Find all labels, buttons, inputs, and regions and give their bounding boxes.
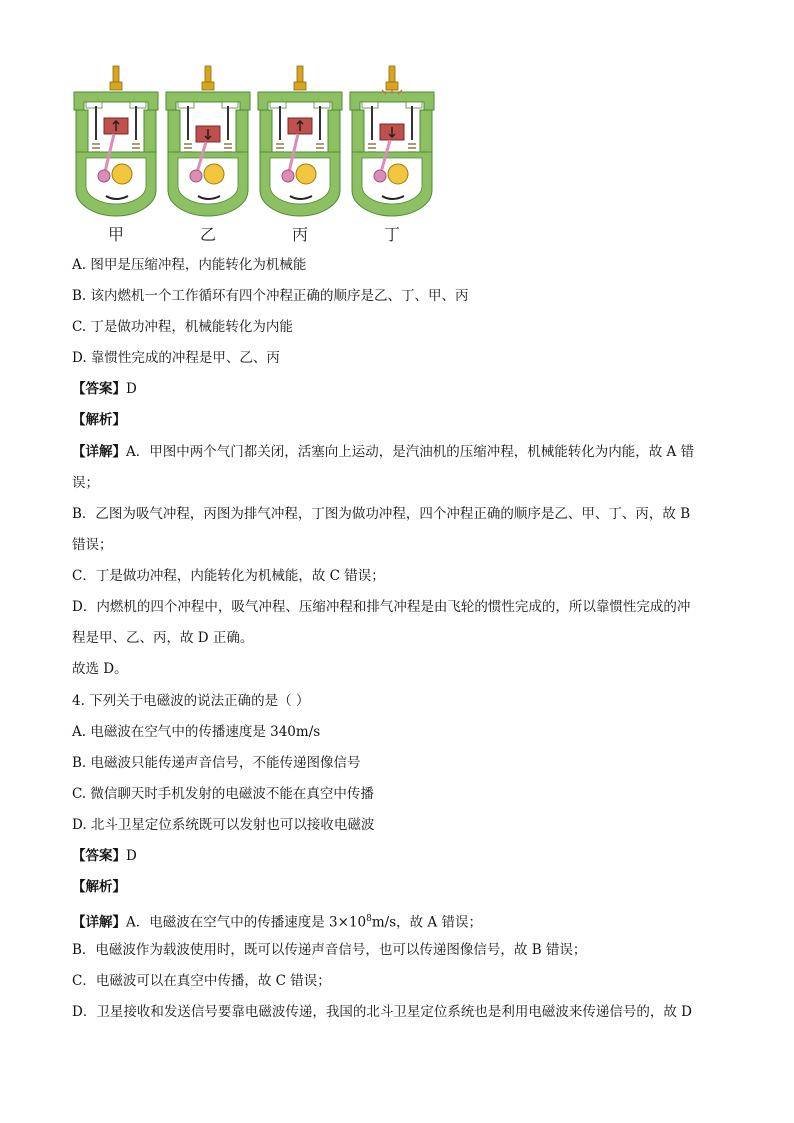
engine-label-jia: 甲 xyxy=(107,225,124,244)
q3-detail-a-line2: 误； xyxy=(72,475,99,491)
q3-detail-c: C．丁是做功冲程，内能转化为机械能，故 C 错误； xyxy=(72,568,385,584)
crank-pin-ding xyxy=(374,170,386,182)
cylinder-wall-right-yi xyxy=(236,110,248,152)
cylinder-wall-right-jia xyxy=(144,110,156,152)
q4-detail-tag: 【详解】 xyxy=(72,914,126,931)
spark-plug-jia xyxy=(113,66,119,84)
valve-spring-left-ding xyxy=(368,144,376,152)
spark-plug-base-yi xyxy=(202,82,214,90)
spark-plug-ding xyxy=(389,66,395,84)
cylinder-wall-left-bing xyxy=(260,110,272,152)
q3-conclusion: 故选 D。 xyxy=(72,661,128,677)
q4-stem: 4. 下列关于电磁波的说法正确的是（ ） xyxy=(72,693,310,709)
exhaust-port-jia xyxy=(130,102,146,108)
spark-plug-yi xyxy=(205,66,211,84)
q3-detail-b-line2: 错误； xyxy=(72,537,113,553)
q4-answer-value: D xyxy=(126,848,137,864)
q3-detail-d-line1: D．内燃机的四个冲程中，吸气冲程、压缩冲程和排气冲程是由飞轮的惯性完成的，所以靠惯性完成的冲 xyxy=(72,599,691,615)
flywheel-jia xyxy=(112,164,132,184)
q3-analysis-tag: 【解析】 xyxy=(72,412,126,428)
valve-spring-right-ding xyxy=(408,144,416,152)
cylinder-wall-left-jia xyxy=(76,110,88,152)
exhaust-port-bing xyxy=(314,102,330,108)
q3-detail-b-line1: B．乙图为吸气冲程，丙图为排气冲程，丁图为做功冲程，四个冲程正确的顺序是乙、甲、丁、丙，故 B xyxy=(72,506,691,522)
q4-analysis-tag: 【解析】 xyxy=(72,879,126,895)
valve-spring-right-jia xyxy=(132,144,140,152)
intake-port-jia xyxy=(86,102,102,108)
valve-spring-left-yi xyxy=(184,144,192,152)
intake-port-ding xyxy=(362,102,378,108)
engine-label-yi: 乙 xyxy=(199,225,216,244)
exhaust-port-yi xyxy=(222,102,238,108)
engine-diagram-bing xyxy=(254,62,346,246)
valve-spring-left-jia xyxy=(92,144,100,152)
engine-diagram-yi xyxy=(162,62,254,246)
valve-spring-right-bing xyxy=(316,144,324,152)
cylinder-wall-right-bing xyxy=(328,110,340,152)
engine-diagram-ding xyxy=(346,62,438,246)
engine-label-bing: 丙 xyxy=(291,225,308,244)
q4-option-c: C. 微信聊天时手机发射的电磁波不能在真空中传播 xyxy=(72,786,374,802)
q4-answer-line xyxy=(72,847,137,865)
engine-stroke-figure xyxy=(70,62,440,246)
q3-answer-tag: 【答案】 xyxy=(72,381,126,397)
cylinder-wall-left-ding xyxy=(352,110,364,152)
q3-detail-a-line1 xyxy=(72,443,694,461)
q4-answer-tag: 【答案】 xyxy=(72,848,126,864)
q3-option-b: B. 该内燃机一个工作循环有四个冲程正确的顺序是乙、丁、甲、丙 xyxy=(72,288,469,304)
crank-pin-yi xyxy=(190,170,202,182)
q4-option-a: A. 电磁波在空气中的传播速度是 340m/s xyxy=(72,724,321,740)
q3-option-d: D. 靠惯性完成的冲程是甲、乙、丙 xyxy=(72,350,280,366)
spark-plug-base-bing xyxy=(294,82,306,90)
valve-spring-right-yi xyxy=(224,144,232,152)
spark-plug-base-ding xyxy=(386,82,398,90)
crank-pin-jia xyxy=(98,170,110,182)
cylinder-wall-right-ding xyxy=(420,110,432,152)
valve-spring-left-bing xyxy=(276,144,284,152)
q3-answer-line xyxy=(72,380,137,398)
q3-option-a: A. 图甲是压缩冲程，内能转化为机械能 xyxy=(72,257,307,273)
q3-detail-a-text: A．甲图中两个气门都关闭，活塞向上运动，是汽油机的压缩冲程，机械能转化为内能，故 A 错 xyxy=(126,444,695,460)
engine-label-ding: 丁 xyxy=(383,225,400,244)
q4-detail-d-line1: D．卫星接收和发送信号要靠电磁波传递，我国的北斗卫星定位系统也是利用电磁波来传递信号的，故 D xyxy=(72,1004,692,1020)
exhaust-port-ding xyxy=(406,102,422,108)
q4-option-b: B. 电磁波只能传递声音信号，不能传递图像信号 xyxy=(72,755,361,771)
flywheel-ding xyxy=(388,164,408,184)
spark-plug-bing xyxy=(297,66,303,84)
flywheel-bing xyxy=(296,164,316,184)
q4-detail-a-tail: m/s，故 A 错误； xyxy=(371,914,482,931)
intake-port-bing xyxy=(270,102,286,108)
q3-answer-value: D xyxy=(126,381,137,397)
q3-option-c: C. 丁是做功冲程，机械能转化为内能 xyxy=(72,319,293,335)
q3-detail-d-line2: 程是甲、乙、丙，故 D 正确。 xyxy=(72,630,254,646)
spark-plug-base-jia xyxy=(110,82,122,90)
crank-pin-bing xyxy=(282,170,294,182)
q4-detail-b: B．电磁波作为载波使用时，既可以传递声音信号，也可以传递图像信号，故 B 错误； xyxy=(72,942,587,958)
q4-detail-c: C．电磁波可以在真空中传播，故 C 错误； xyxy=(72,973,331,989)
q4-detail-a-exponent: 8 xyxy=(366,914,372,924)
q4-detail-a xyxy=(72,910,482,932)
cylinder-wall-left-yi xyxy=(168,110,180,152)
q3-detail-tag: 【详解】 xyxy=(72,444,126,460)
q4-detail-a-text: A．电磁波在空气中的传播速度是 3×10 xyxy=(126,914,367,931)
engine-diagram-jia xyxy=(70,62,162,246)
q4-option-d: D. 北斗卫星定位系统既可以发射也可以接收电磁波 xyxy=(72,817,375,833)
intake-port-yi xyxy=(178,102,194,108)
flywheel-yi xyxy=(204,164,224,184)
